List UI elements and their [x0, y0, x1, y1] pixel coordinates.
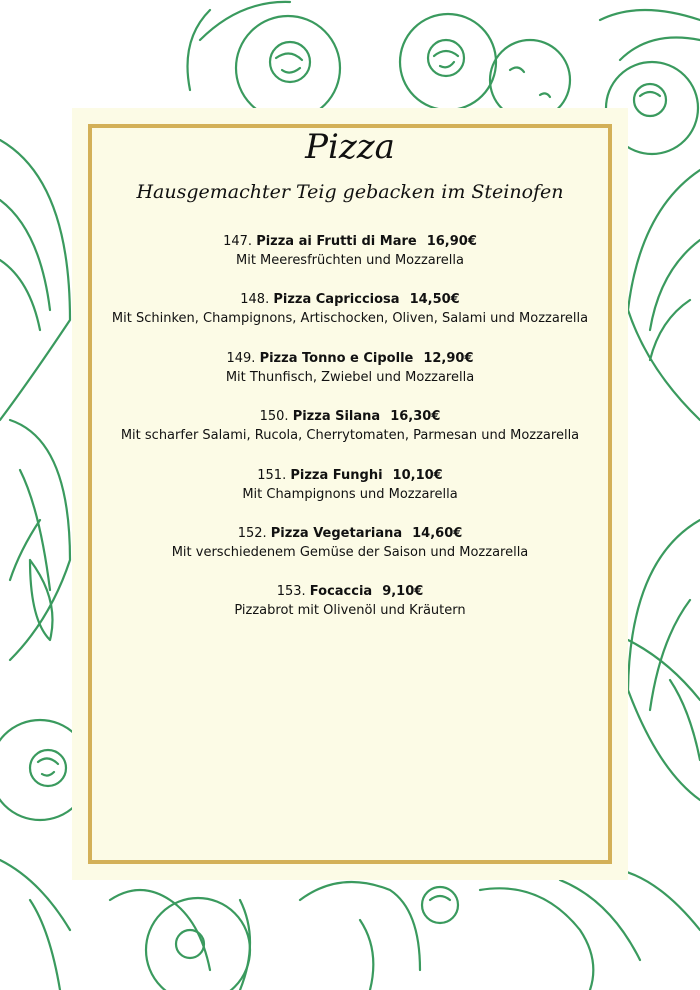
menu-item — [88, 349, 612, 407]
menu-item-description: Mit Schinken, Champignons, Artischocken, Oliven, Salami und Mozzarella — [111, 311, 589, 327]
leaf-illustration-right — [628, 170, 700, 800]
menu-item-name: Pizza Capricciosa — [273, 292, 400, 308]
menu-item — [88, 407, 612, 465]
menu-item-number: 150. — [259, 409, 289, 425]
menu-item-name: Pizza Vegetariana — [270, 525, 403, 541]
menu-item-description: Mit scharfer Salami, Rucola, Cherrytomaten, Parmesan und Mozzarella — [120, 428, 580, 444]
menu-item-price: 14,60€ — [412, 525, 463, 541]
menu-item-description: Mit Meeresfrüchten und Mozzarella — [235, 253, 464, 268]
menu-item-header — [88, 407, 612, 426]
menu-item-name: Focaccia — [309, 584, 373, 600]
menu-item-description: Pizzabrot mit Olivenöl und Kräutern — [234, 603, 466, 619]
menu-item-description: Mit verschiedenem Gemüse der Saison und Mozzarella — [171, 544, 529, 560]
menu-item-header — [88, 349, 612, 368]
leaf-illustration-left — [0, 140, 70, 660]
menu-item-price: 12,90€ — [423, 350, 474, 366]
menu-item-header — [88, 290, 612, 309]
menu-item-header — [88, 466, 612, 485]
menu-item-header — [88, 232, 612, 251]
menu-item-description: Mit Thunfisch, Zwiebel und Mozzarella — [225, 369, 475, 385]
menu-item-price: 9,10€ — [382, 584, 424, 600]
menu-item-price: 16,90€ — [426, 234, 477, 249]
menu-item-number: 153. — [276, 584, 306, 600]
menu-list — [88, 232, 612, 641]
menu-item — [88, 466, 612, 524]
tomato-illustration-top-left — [188, 2, 341, 120]
page-title: Pizza — [305, 127, 395, 167]
menu-item-header — [88, 524, 612, 543]
menu-item-price: 14,50€ — [409, 292, 460, 308]
menu-item-name: Pizza ai Frutti di Mare — [256, 234, 417, 249]
menu-item-header — [88, 582, 612, 601]
vegetable-illustration-bottom — [110, 870, 700, 990]
menu-item-name: Pizza Tonno e Cipolle — [259, 350, 414, 366]
page-subtitle: Hausgemachter Teig gebacken im Steinofen — [136, 181, 564, 203]
tomato-illustration-top-center — [400, 14, 570, 120]
menu-item-number: 149. — [226, 350, 256, 366]
menu-item-number: 152. — [237, 525, 267, 541]
menu-item-price: 16,30€ — [390, 409, 441, 425]
menu-item — [88, 290, 612, 348]
menu-item-number: 148. — [240, 292, 270, 308]
menu-item-name: Pizza Silana — [292, 409, 381, 425]
menu-item — [88, 582, 612, 640]
menu-item — [88, 524, 612, 582]
menu-item-name: Pizza Funghi — [290, 467, 383, 483]
menu-item-number: 147. — [223, 234, 253, 249]
menu-item-price: 10,10€ — [392, 467, 443, 483]
menu-item-number: 151. — [257, 467, 287, 483]
menu-item — [88, 232, 612, 290]
menu-item-description: Mit Champignons und Mozzarella — [242, 486, 458, 502]
